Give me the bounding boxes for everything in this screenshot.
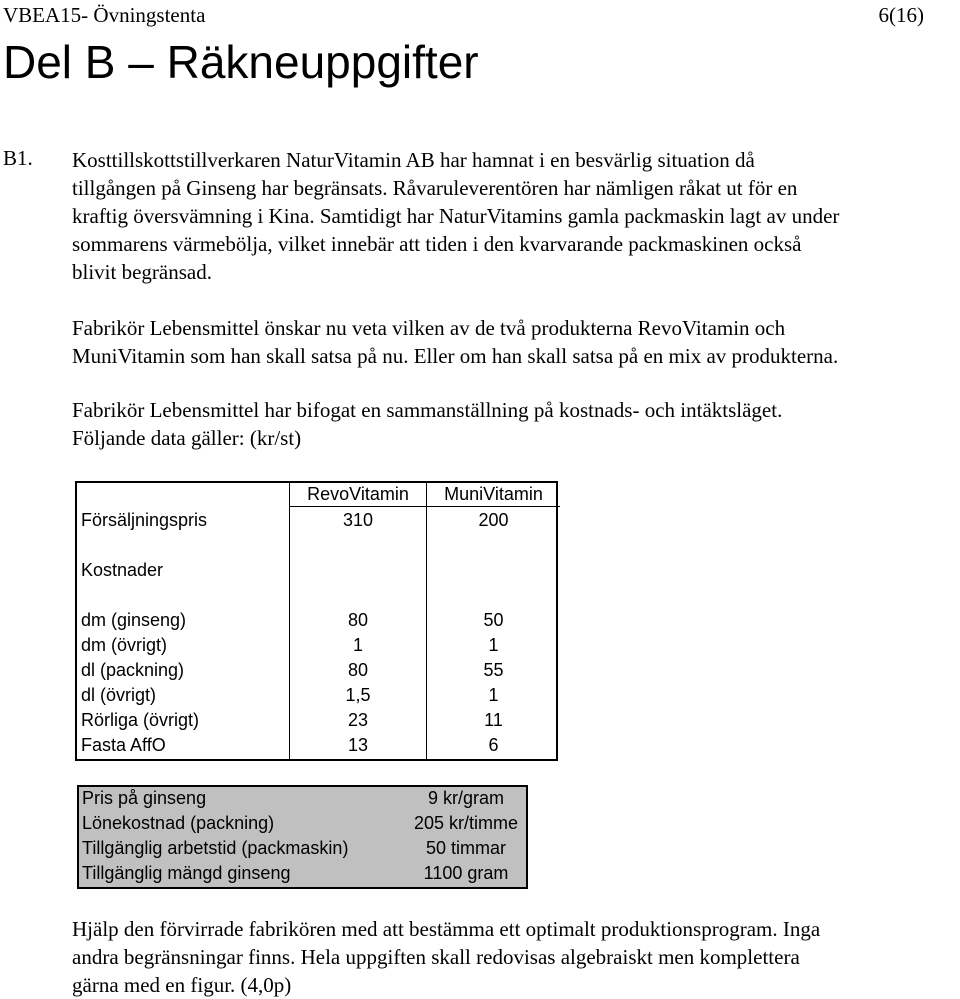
price-munivitamin: 200 bbox=[478, 510, 509, 530]
cost-row-muni: 11 bbox=[484, 710, 503, 730]
column-header-munivitamin: MuniVitamin bbox=[444, 484, 543, 504]
page-title: Del B – Räkneuppgifter bbox=[3, 36, 479, 88]
info-value: 9 kr/gram bbox=[427, 788, 505, 808]
info-row bbox=[79, 812, 526, 837]
cost-row-label: dm (övrigt) bbox=[81, 635, 168, 655]
cost-row-revo: 1 bbox=[352, 635, 363, 655]
info-row bbox=[79, 837, 526, 862]
info-value: 205 kr/timme bbox=[413, 813, 519, 833]
costs-section-label: Kostnader bbox=[81, 560, 164, 580]
text-line: MuniVitamin som han skall satsa på nu. Eller om han skall satsa på en mix av produkterna. bbox=[72, 344, 839, 368]
info-label: Lönekostnad (packning) bbox=[82, 813, 275, 833]
cost-row-label: dl (övrigt) bbox=[81, 685, 157, 705]
info-value: 1100 gram bbox=[423, 863, 509, 883]
info-table bbox=[77, 785, 528, 889]
text-line: kraftig översvämning i Kina. Samtidigt har NaturVitamins gamla packmaskin lagt av under bbox=[72, 204, 840, 228]
text-line: Fabrikör Lebensmittel önskar nu veta vilken av de två produkterna RevoVitamin och bbox=[72, 316, 786, 340]
page-number: 6(16) bbox=[878, 3, 924, 27]
cost-row-label: dm (ginseng) bbox=[81, 610, 187, 630]
cost-row-muni: 1 bbox=[488, 685, 499, 705]
question-number: B1. bbox=[3, 146, 33, 170]
cost-row-muni: 50 bbox=[483, 610, 504, 630]
cost-row-label: dl (packning) bbox=[81, 660, 185, 680]
text-line: Fabrikör Lebensmittel har bifogat en sammanställning på kostnads- och intäktsläget. bbox=[72, 398, 783, 422]
cost-row-revo: 13 bbox=[347, 735, 369, 755]
price-label: Försäljningspris bbox=[81, 510, 208, 530]
text-line: tillgången på Ginseng har begränsats. Råvaruleverentören har nämligen råkat ut för en bbox=[72, 176, 798, 200]
course-header: VBEA15- Övningstenta bbox=[3, 3, 206, 27]
table-divider bbox=[290, 506, 560, 507]
cost-row-label: Rörliga (övrigt) bbox=[81, 710, 200, 730]
info-label: Tillgänglig mängd ginseng bbox=[82, 863, 291, 883]
info-label: Pris på ginseng bbox=[82, 788, 207, 808]
paragraph-intro bbox=[72, 146, 952, 286]
text-line: blivit begränsad. bbox=[72, 260, 212, 284]
text-line: Hjälp den förvirrade fabrikören med att bestämma ett optimalt produktionsprogram. Inga bbox=[72, 917, 821, 941]
column-header-revovitamin: RevoVitamin bbox=[307, 484, 409, 504]
paragraph-question bbox=[72, 314, 952, 370]
cost-row-muni: 55 bbox=[483, 660, 504, 680]
cost-row-revo: 23 bbox=[347, 710, 369, 730]
cost-row-muni: 6 bbox=[488, 735, 499, 755]
paragraph-data-intro bbox=[72, 396, 952, 452]
text-line: andra begränsningar finns. Hela uppgiften skall redovisas algebraiskt men komplettera bbox=[72, 945, 800, 969]
cost-row-revo: 80 bbox=[347, 660, 369, 680]
cost-row-revo: 80 bbox=[347, 610, 369, 630]
cost-table bbox=[75, 481, 558, 761]
info-label: Tillgänglig arbetstid (packmaskin) bbox=[82, 838, 349, 858]
price-revovitamin: 310 bbox=[342, 510, 374, 530]
text-line: Kosttillskottstillverkaren NaturVitamin AB har hamnat i en besvärlig situation då bbox=[72, 148, 755, 172]
text-line: sommarens värmebölja, vilket innebär att tiden i den kvarvarande packmaskinen också bbox=[72, 232, 802, 256]
info-row bbox=[79, 862, 526, 887]
cost-row-label: Fasta AffO bbox=[81, 735, 166, 755]
info-value: 50 timmar bbox=[425, 838, 507, 858]
text-line: gärna med en figur. (4,0p) bbox=[72, 973, 292, 997]
cost-row-muni: 1 bbox=[488, 635, 499, 655]
info-row bbox=[79, 787, 526, 812]
cost-row-revo: 1,5 bbox=[345, 685, 371, 705]
paragraph-task bbox=[72, 915, 952, 999]
text-line: Följande data gäller: (kr/st) bbox=[72, 426, 302, 450]
